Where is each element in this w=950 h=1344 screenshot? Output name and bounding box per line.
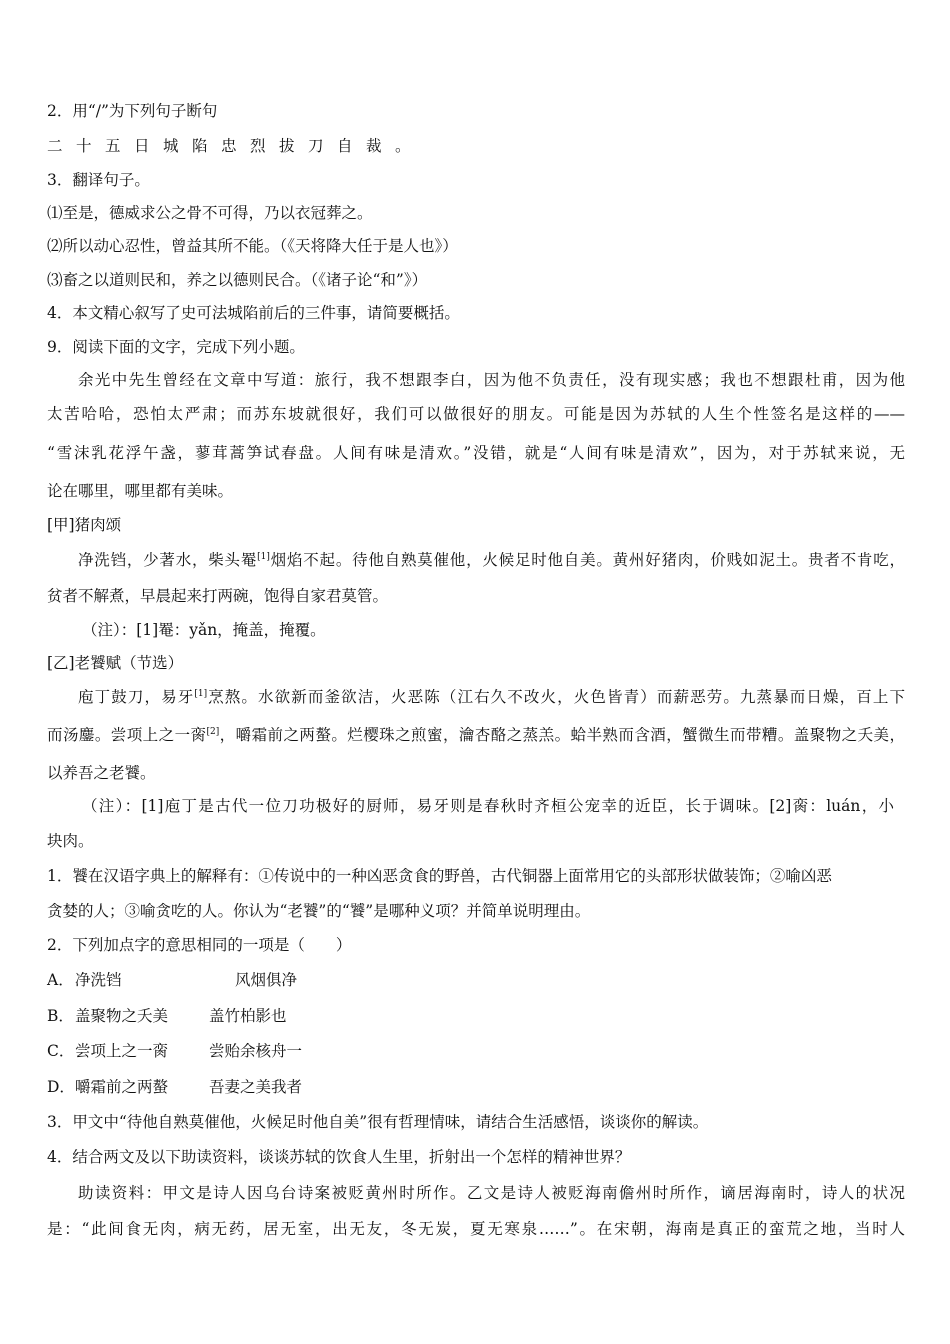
intro-line: 太苦哈哈，恐怕太严肃；而苏东坡就很好，我们可以做很好的朋友。可能是因为苏轼的人生个性签名是这样的—— <box>47 405 905 423</box>
option-c: C．尝项上之一脔 尝贻余核舟一 <box>47 1042 303 1060</box>
jia-title: [甲]猪肉颂 <box>47 516 122 534</box>
jia-line: 贫者不解煮，早晨起来打两碗，饱得自家君莫管。 <box>47 587 389 605</box>
subq1-line: 贪婪的人；③喻贪吃的人。你认为“老饕”的“饕”是哪种义项？并简单说明理由。 <box>47 902 591 920</box>
help-line: 助读资料：甲文是诗人因乌台诗案被贬黄州时所作。乙文是诗人被贬海南儋州时所作，谪居海南时，诗人的状况 <box>78 1184 905 1202</box>
q3-item-2: ⑵所以动心忍性，曾益其所不能。（《天将降大任于是人也》） <box>47 237 458 255</box>
jia-text: 烟焰不起。待他自熟莫催他，火候足时他自美。黄州好猪肉，价贱如泥土。贵者不肯吃， <box>269 551 905 569</box>
q3-title: 3．翻译句子。 <box>47 171 150 189</box>
yi-note: 块肉。 <box>47 832 94 850</box>
option-d: D．嚼霜前之两螯 吾妻之美我者 <box>47 1078 303 1096</box>
intro-line: 余光中先生曾经在文章中写道：旅行，我不想跟李白，因为他不负责任，没有现实感；我也不想跟杜甫，因为他 <box>78 371 905 389</box>
q3-item-3: ⑶畜之以道则民和，养之以德则民合。（《诸子论“和”》） <box>47 271 428 289</box>
q3-item-1: ⑴至是，德威求公之骨不可得，乃以衣冠葬之。 <box>47 204 373 222</box>
subq2: 2．下列加点字的意思相同的一项是（ ） <box>47 936 352 954</box>
q4-title: 4．本文精心叙写了史可法城陷前后的三件事，请简要概括。 <box>47 304 460 322</box>
q2-title: 2．用“/”为下列句子断句 <box>47 102 218 120</box>
yi-line <box>47 725 905 745</box>
subq3: 3．甲文中“待他自熟莫催他，火候足时他自美”很有哲理情味，请结合生活感悟，谈谈你的解读。 <box>47 1113 709 1131</box>
footnote-ref: [2] <box>206 726 220 737</box>
option-b: B．盖聚物之夭美 盖竹柏影也 <box>47 1007 287 1025</box>
help-line: 是：“此间食无肉，病无药，居无室，出无友，冬无炭，夏无寒泉……”。在宋朝，海南是真正的蛮荒之地，当时人 <box>47 1220 905 1238</box>
intro-line: 论在哪里，哪里都有美味。 <box>47 482 234 500</box>
yi-text: ，嚼霜前之两螯。烂樱珠之煎蜜，瀹杏酪之蒸羔。蛤半熟而含酒，蟹微生而带糟。盖聚物之夭美， <box>219 726 905 744</box>
intro-line: “雪沫乳花浮午盏，蓼茸蒿笋试春盘。人间有味是清欢。”没错，就是“人间有味是清欢”，因为，对于苏轼来说，无 <box>47 444 905 462</box>
subq1-line: 1．饕在汉语字典上的解释有：①传说中的一种凶恶贪食的野兽，古代铜器上面常用它的头部形状做装饰；②喻凶恶 <box>47 867 832 885</box>
subq4: 4．结合两文及以下助读资料，谈谈苏轼的饮食人生里，折射出一个怎样的精神世界？ <box>47 1148 631 1166</box>
footnote-ref: [1] <box>257 551 270 562</box>
yi-title: [乙]老饕赋（节选） <box>47 654 184 672</box>
jia-text: 净洗铛，少著水，柴头罨 <box>78 551 258 569</box>
q9-title: 9．阅读下面的文字，完成下列小题。 <box>47 338 305 356</box>
jia-line <box>78 550 905 570</box>
yi-text: 烹熬。水欲新而釜欲洁，火恶陈（江右久不改火，火色皆青）而薪恶劳。九蒸暴而日燥，百上下 <box>207 688 905 706</box>
yi-note: （注）：[1]庖丁是古代一位刀功极好的厨师，易牙则是春秋时齐桓公宠幸的近臣，长于调味。[2]脔：luán，小 <box>82 797 894 815</box>
yi-line: 以养吾之老饕。 <box>47 764 156 782</box>
jia-note: （注）：[1]罨：yǎn，掩盖，掩覆。 <box>82 621 326 639</box>
yi-text: 而汤鏖。尝项上之一脔 <box>47 726 207 744</box>
footnote-ref: [1] <box>194 688 208 699</box>
yi-text: 庖丁鼓刀，易牙 <box>78 688 195 706</box>
yi-line <box>78 687 905 707</box>
option-a: A．净洗铛 风烟俱净 <box>47 971 298 989</box>
q2-sentence: 二十五日城陷忠烈拔刀自裁。 <box>47 137 425 155</box>
